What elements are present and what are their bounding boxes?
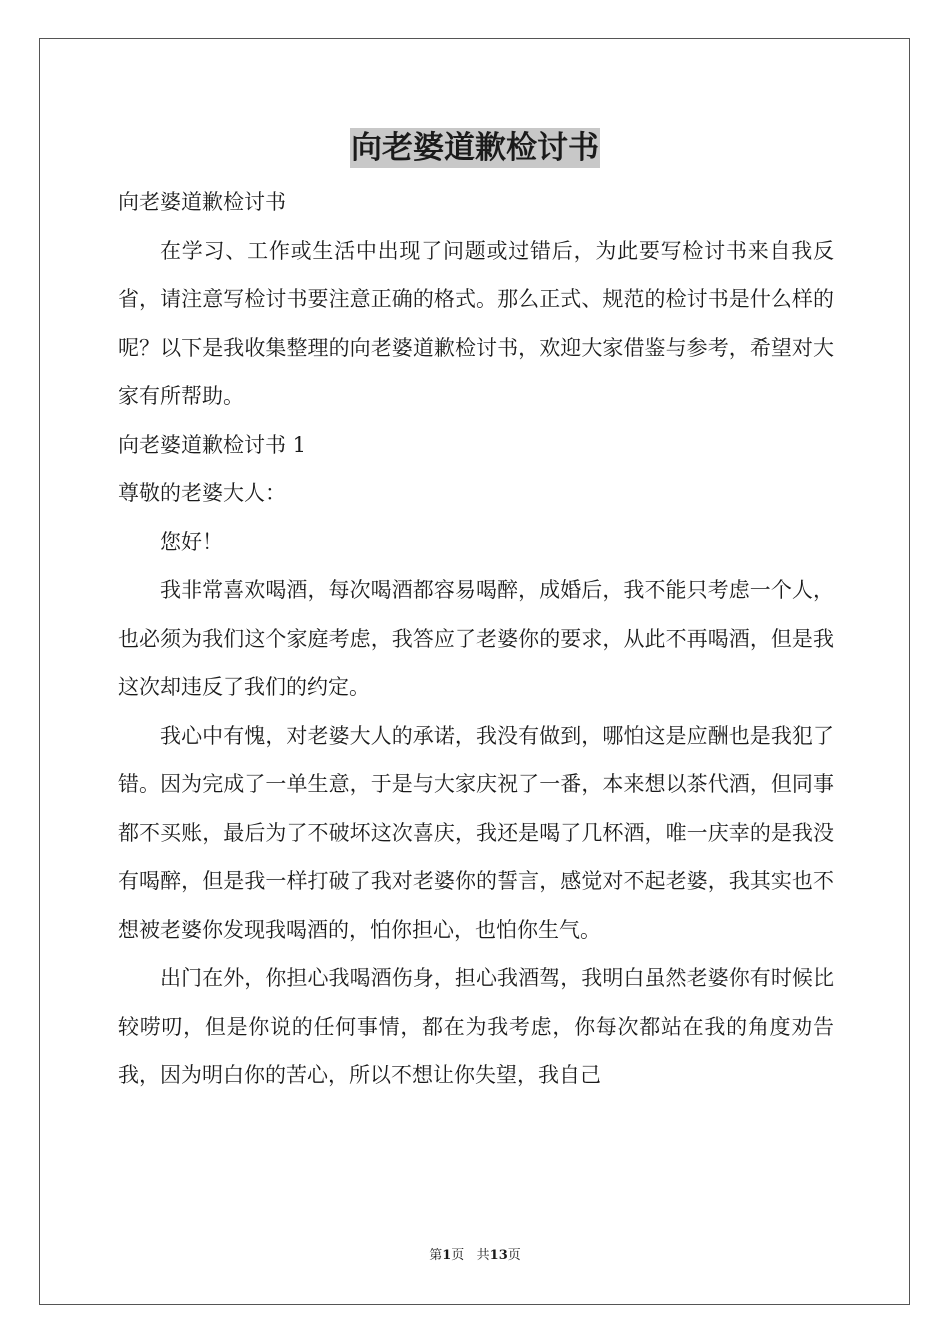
page-footer	[0, 1247, 950, 1265]
body-paragraph: 我非常喜欢喝酒，每次喝酒都容易喝醉，成婚后，我不能只考虑一个人，也必须为我们这个家庭考虑，我答应了老婆你的要求，从此不再喝酒，但是我这次却违反了我们的约定。	[118, 578, 834, 699]
title-container	[0, 128, 950, 168]
total-page-number: 13	[489, 1248, 508, 1263]
document-title: 向老婆道歉检讨书	[351, 130, 599, 166]
subtitle-line: 向老婆道歉检讨书	[118, 190, 286, 214]
intro-paragraph: 在学习、工作或生活中出现了问题或过错后，为此要写检讨书来自我反省，请注意写检讨书要注意正确的格式。那么正式、规范的检讨书是什么样的呢？以下是我收集整理的向老婆道歉检讨书，欢迎大家借鉴与参考，希望对大家有所帮助。	[118, 238, 834, 408]
footer-prefix: 第	[429, 1248, 443, 1263]
body-paragraph: 我心中有愧，对老婆大人的承诺，我没有做到，哪怕这是应酬也是我犯了错。因为完成了一单生意，于是与大家庆祝了一番，本来想以茶代酒，但同事都不买账，最后为了不破坏这次喜庆，我还是喝了几杯酒，唯一庆幸的是我没有喝醉，但是我一样打破了我对老婆你的誓言，感觉对不起老婆，我其实也不想被老婆你发现我喝酒的，怕你担心，也怕你生气。	[118, 723, 834, 942]
body-paragraph: 出门在外，你担心我喝酒伤身，担心我酒驾，我明白虽然老婆你有时候比较唠叨，但是你说的任何事情，都在为我考虑，你每次都站在我的角度劝告我，因为明白你的苦心，所以不想让你失望，我自己	[118, 966, 834, 1087]
section-heading: 向老婆道歉检讨书 1	[118, 432, 307, 457]
document-body	[118, 178, 834, 1100]
footer-suffix: 页	[507, 1248, 521, 1263]
current-page-number: 1	[442, 1248, 452, 1263]
footer-mid: 页 共	[451, 1248, 490, 1263]
salutation: 尊敬的老婆大人：	[118, 481, 286, 505]
greeting: 您好！	[160, 529, 223, 554]
